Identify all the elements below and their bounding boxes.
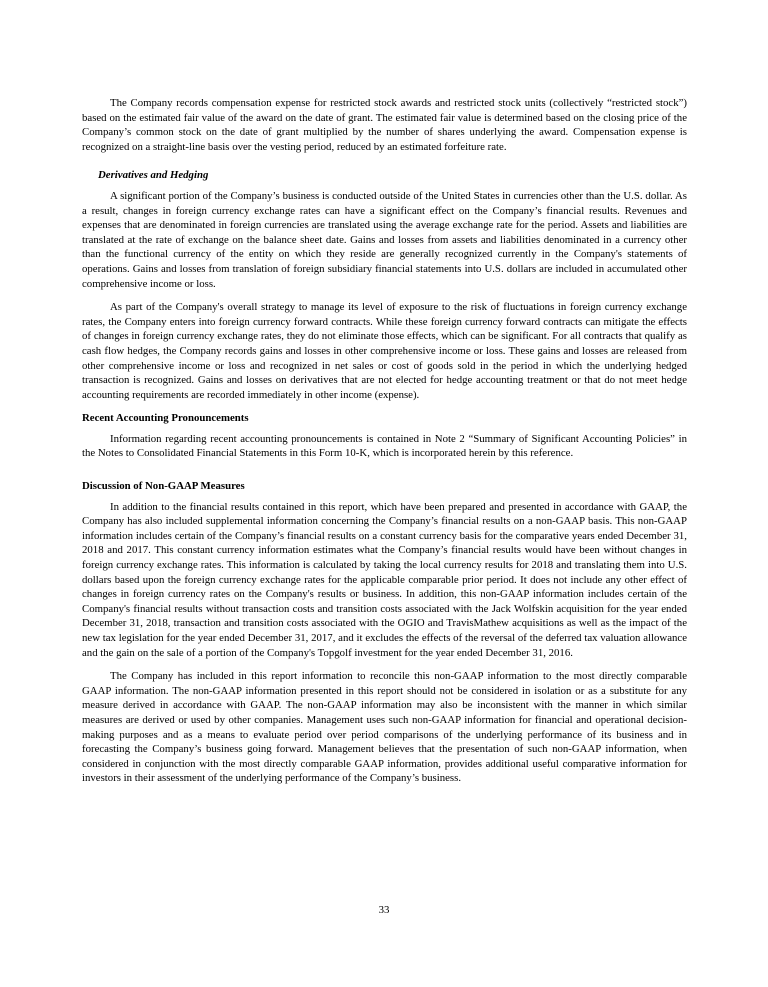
paragraph-foreign-currency-translation: A significant portion of the Company’s business is conducted outside of the United States in currencies other than the U.S. dollar. As a result, changes in foreign currency exchange rates can have a significant effect on the Company’s financial results. Revenues and expenses that are denominated in foreign currencies are translated using the average exchange rate for the period. Assets and liabilities are translated at the rate of exchange on the balance sheet date. Gains and losses from assets and liabilities denominated in a currency other than the functional currency of the entity on which they reside are generally recognized currently in the Company's statements of operations. Gains and losses from translation of foreign subsidiary financial statements into U.S. dollars are included in accumulated other comprehensive income or loss. xyxy=(82,189,687,290)
document-body xyxy=(82,96,687,795)
heading-discussion-non-gaap-measures: Discussion of Non-GAAP Measures xyxy=(82,480,245,493)
paragraph-hedging-strategy: As part of the Company's overall strategy to manage its level of exposure to the risk of fluctuations in foreign currency exchange rates, the Company enters into foreign currency forward contracts. While these foreign currency forward contracts can mitigate the effects of changes in foreign currency exchange rates, they do not eliminate those effects, which can be significant. For all contracts that qualify as cash flow hedges, the Company records gains and losses in other comprehensive income or loss. These gains and losses are released from other comprehensive income or loss and recognized in net sales or cost of goods sold in the period in which the underlying hedged transaction is recognized. Gains and losses on derivatives that are not elected for hedge accounting treatment or that do not meet hedge accounting requirements are recorded immediately in other income (expense). xyxy=(82,301,687,401)
paragraph-non-gaap-reconciliation: The Company has included in this report information to reconcile this non-GAAP information to the most directly comparable GAAP information. The non-GAAP information presented in this report should not be considered in isolation or as a substitute for any measure derived in accordance with GAAP. The non-GAAP information may also be inconsistent with the manner in which similar measures are derived or used by other companies. Management uses such non-GAAP information for financial and operational decision-making purposes and as a means to evaluate period over period comparisons of the underlying performance of its business and in forecasting the Company’s business going forward. Management believes that the presentation of such non-GAAP information, when considered in conjunction with the most directly comparable GAAP information, provides additional useful comparative information for investors in their assessment of the underlying performance of the Company’s business. xyxy=(82,670,687,785)
paragraph-restricted-stock: The Company records compensation expense for restricted stock awards and restricted stock units (collectively “restricted stock”) based on the estimated fair value of the award on the date of grant. The estimated fair value is determined based on the closing price of the Company’s common stock on the date of grant multiplied by the number of shares underlying the award. Compensation expense is recognized on a straight-line basis over the vesting period, reduced by an estimated forfeiture rate. xyxy=(82,97,687,153)
paragraph-recent-pronouncements: Information regarding recent accounting pronouncements is contained in Note 2 “Summary of Significant Accounting Policies” in the Notes to Consolidated Financial Statements in this Form 10-K, which is incorporated herein by this reference. xyxy=(82,432,687,460)
heading-derivatives-and-hedging: Derivatives and Hedging xyxy=(98,169,209,182)
page-number: 33 xyxy=(378,904,390,916)
heading-recent-accounting-pronouncements: Recent Accounting Pronouncements xyxy=(82,412,249,425)
paragraph-non-gaap-overview: In addition to the financial results contained in this report, which have been prepared and presented in accordance with GAAP, the Company has also included supplemental information concerning the Company’s financial results on a non-GAAP basis. This non-GAAP information includes certain of the Company’s financial results on a constant currency basis for the comparative years ended December 31, 2018 and 2017. This constant currency information estimates what the Company’s financial results would have been without changes in foreign currency exchange rates. This information is calculated by taking the local currency results for 2018 and translating them into U.S. dollars based upon the foreign currency exchange rates for the applicable comparable prior period. It does not include any other effect of changes in foreign currency rates on the Company's results or business. In addition, this non-GAAP information includes certain of the Company's financial results without transaction costs and transition costs associated with the Jack Wolfskin acquisition for the year ended December 31, 2018, transaction and transition costs associated with the OGIO and TravisMathew acquisitions as well as the impact of the new tax legislation for the year ended December 31, 2017, and it excludes the effects of the reversal of the deferred tax valuation allowance and the gain on the sale of a portion of the Company's Topgolf investment for the year ended December 31, 2016. xyxy=(82,500,687,659)
